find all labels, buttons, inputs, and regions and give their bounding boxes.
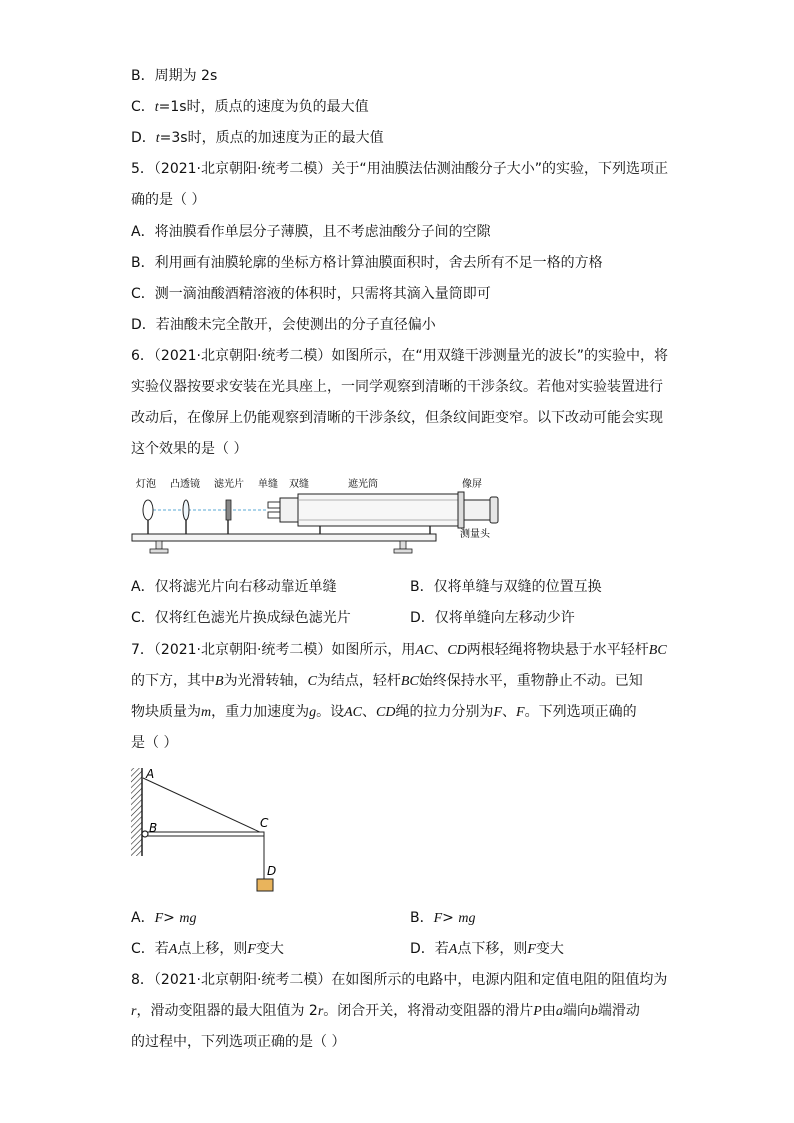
q6-stem-line2: 实验仪器按要求安装在光具座上，一同学观察到清晰的干涉条纹。若他对实验装置进行: [131, 379, 663, 395]
bench-foot-left-base: [150, 549, 168, 553]
q5-option-b: B．利用画有油膜轮廓的坐标方格计算油膜面积时，舍去所有不足一格的方格: [131, 255, 603, 271]
filter: [226, 500, 231, 520]
double-slit-holder: [268, 512, 280, 518]
single-slit-holder: [268, 502, 280, 508]
bench-foot-left: [156, 541, 162, 549]
label-lens: 凸透镜: [170, 479, 200, 490]
point-c-label: C: [260, 816, 269, 830]
q7-stem-line4: 是（ ）: [131, 735, 178, 751]
q8-stem-line2: r，滑动变阻器的最大阻值为 2r。闭合开关，将滑动变阻器的滑片P由a端向b端滑动: [131, 1003, 640, 1019]
optical-bench: [132, 534, 436, 541]
q5-stem-line2: 确的是（ ）: [131, 192, 206, 208]
pivot-b: [142, 831, 148, 837]
q7-stem-line2: 的下方，其中B为光滑转轴，C为结点，轻杆BC始终保持水平，重物静止不动。已知: [131, 673, 643, 689]
q5-option-a: A．将油膜看作单层分子薄膜，且不考虑油酸分子间的空隙: [131, 224, 491, 240]
q6-option-b: B．仅将单缝与双缝的位置互换: [410, 579, 602, 595]
q6-stem-line4: 这个效果的是（ ）: [131, 441, 248, 457]
light-tube-left: [280, 498, 298, 522]
point-a-label: A: [146, 767, 155, 781]
q7-option-c: C．若A点上移，则F变大: [131, 941, 284, 957]
q6-stem-line3: 改动后，在像屏上仍能观察到清晰的干涉条纹，但条纹间距变窄。以下改动可能会实现: [131, 410, 663, 426]
label-measuring-head: 测量头: [460, 529, 490, 540]
q6-option-a: A．仅将滤光片向右移动靠近单缝: [131, 579, 337, 595]
screen: [458, 492, 464, 528]
q6-option-d: D．仅将单缝向左移动少许: [410, 610, 575, 626]
label-filter: 滤光片: [214, 479, 244, 490]
label-bulb: 灯泡: [136, 479, 156, 490]
point-d-label: D: [267, 864, 277, 878]
light-tube: [298, 494, 458, 526]
q4-option-b: B．周期为 2s: [131, 68, 218, 84]
q7-option-d: D．若A点下移，则F变大: [410, 941, 564, 957]
q7-option-b: B．F> mg: [410, 910, 476, 926]
label-screen: 像屏: [462, 479, 482, 490]
rod-bc: [145, 832, 264, 836]
label-double-slit: 双缝: [289, 479, 309, 490]
bench-foot-right-base: [394, 549, 412, 553]
q8-stem-line3: 的过程中，下列选项正确的是（ ）: [131, 1034, 346, 1050]
rod-rope-figure: [126, 764, 286, 896]
label-tube: 遮光筒: [348, 479, 378, 490]
convex-lens: [183, 500, 189, 520]
block: [257, 879, 273, 891]
measuring-head: [464, 500, 490, 520]
rope-ac: [143, 778, 264, 834]
q7-stem-line3: 物块质量为m，重力加速度为g。设AC、CD绳的拉力分别为F、F。下列选项正确的: [131, 704, 637, 720]
label-single-slit: 单缝: [258, 479, 278, 490]
bulb: [143, 500, 153, 520]
q7-stem-line1: 7．（2021·北京朝阳·统考二模）如图所示，用AC、CD两根轻绳将物块悬于水平轻杆BC: [131, 642, 667, 658]
q5-stem-line1: 5．（2021·北京朝阳·统考二模）关于“用油膜法估测油酸分子大小”的实验，下列选项正: [131, 161, 668, 177]
q4-option-d: D．t=3s时，质点的加速度为正的最大值: [131, 130, 384, 146]
wall-hatch: [131, 768, 142, 856]
measuring-head-knob: [490, 497, 498, 523]
double-slit-apparatus-figure: [128, 470, 518, 562]
q4-option-c: C．t=1s时，质点的速度为负的最大值: [131, 99, 369, 115]
q6-option-c: C．仅将红色滤光片换成绿色滤光片: [131, 610, 351, 626]
bench-foot-right: [400, 541, 406, 549]
q7-option-a: A．F> mg: [131, 910, 197, 926]
q8-stem-line1: 8．（2021·北京朝阳·统考二模）在如图所示的电路中，电源内阻和定值电阻的阻值均为: [131, 972, 668, 988]
point-b-label: B: [149, 821, 158, 835]
q5-option-c: C．测一滴油酸酒精溶液的体积时，只需将其滴入量筒即可: [131, 286, 491, 302]
q5-option-d: D．若油酸未完全散开，会使测出的分子直径偏小: [131, 317, 436, 333]
q6-stem-line1: 6．（2021·北京朝阳·统考二模）如图所示，在“用双缝干涉测量光的波长”的实验中，将: [131, 348, 668, 364]
